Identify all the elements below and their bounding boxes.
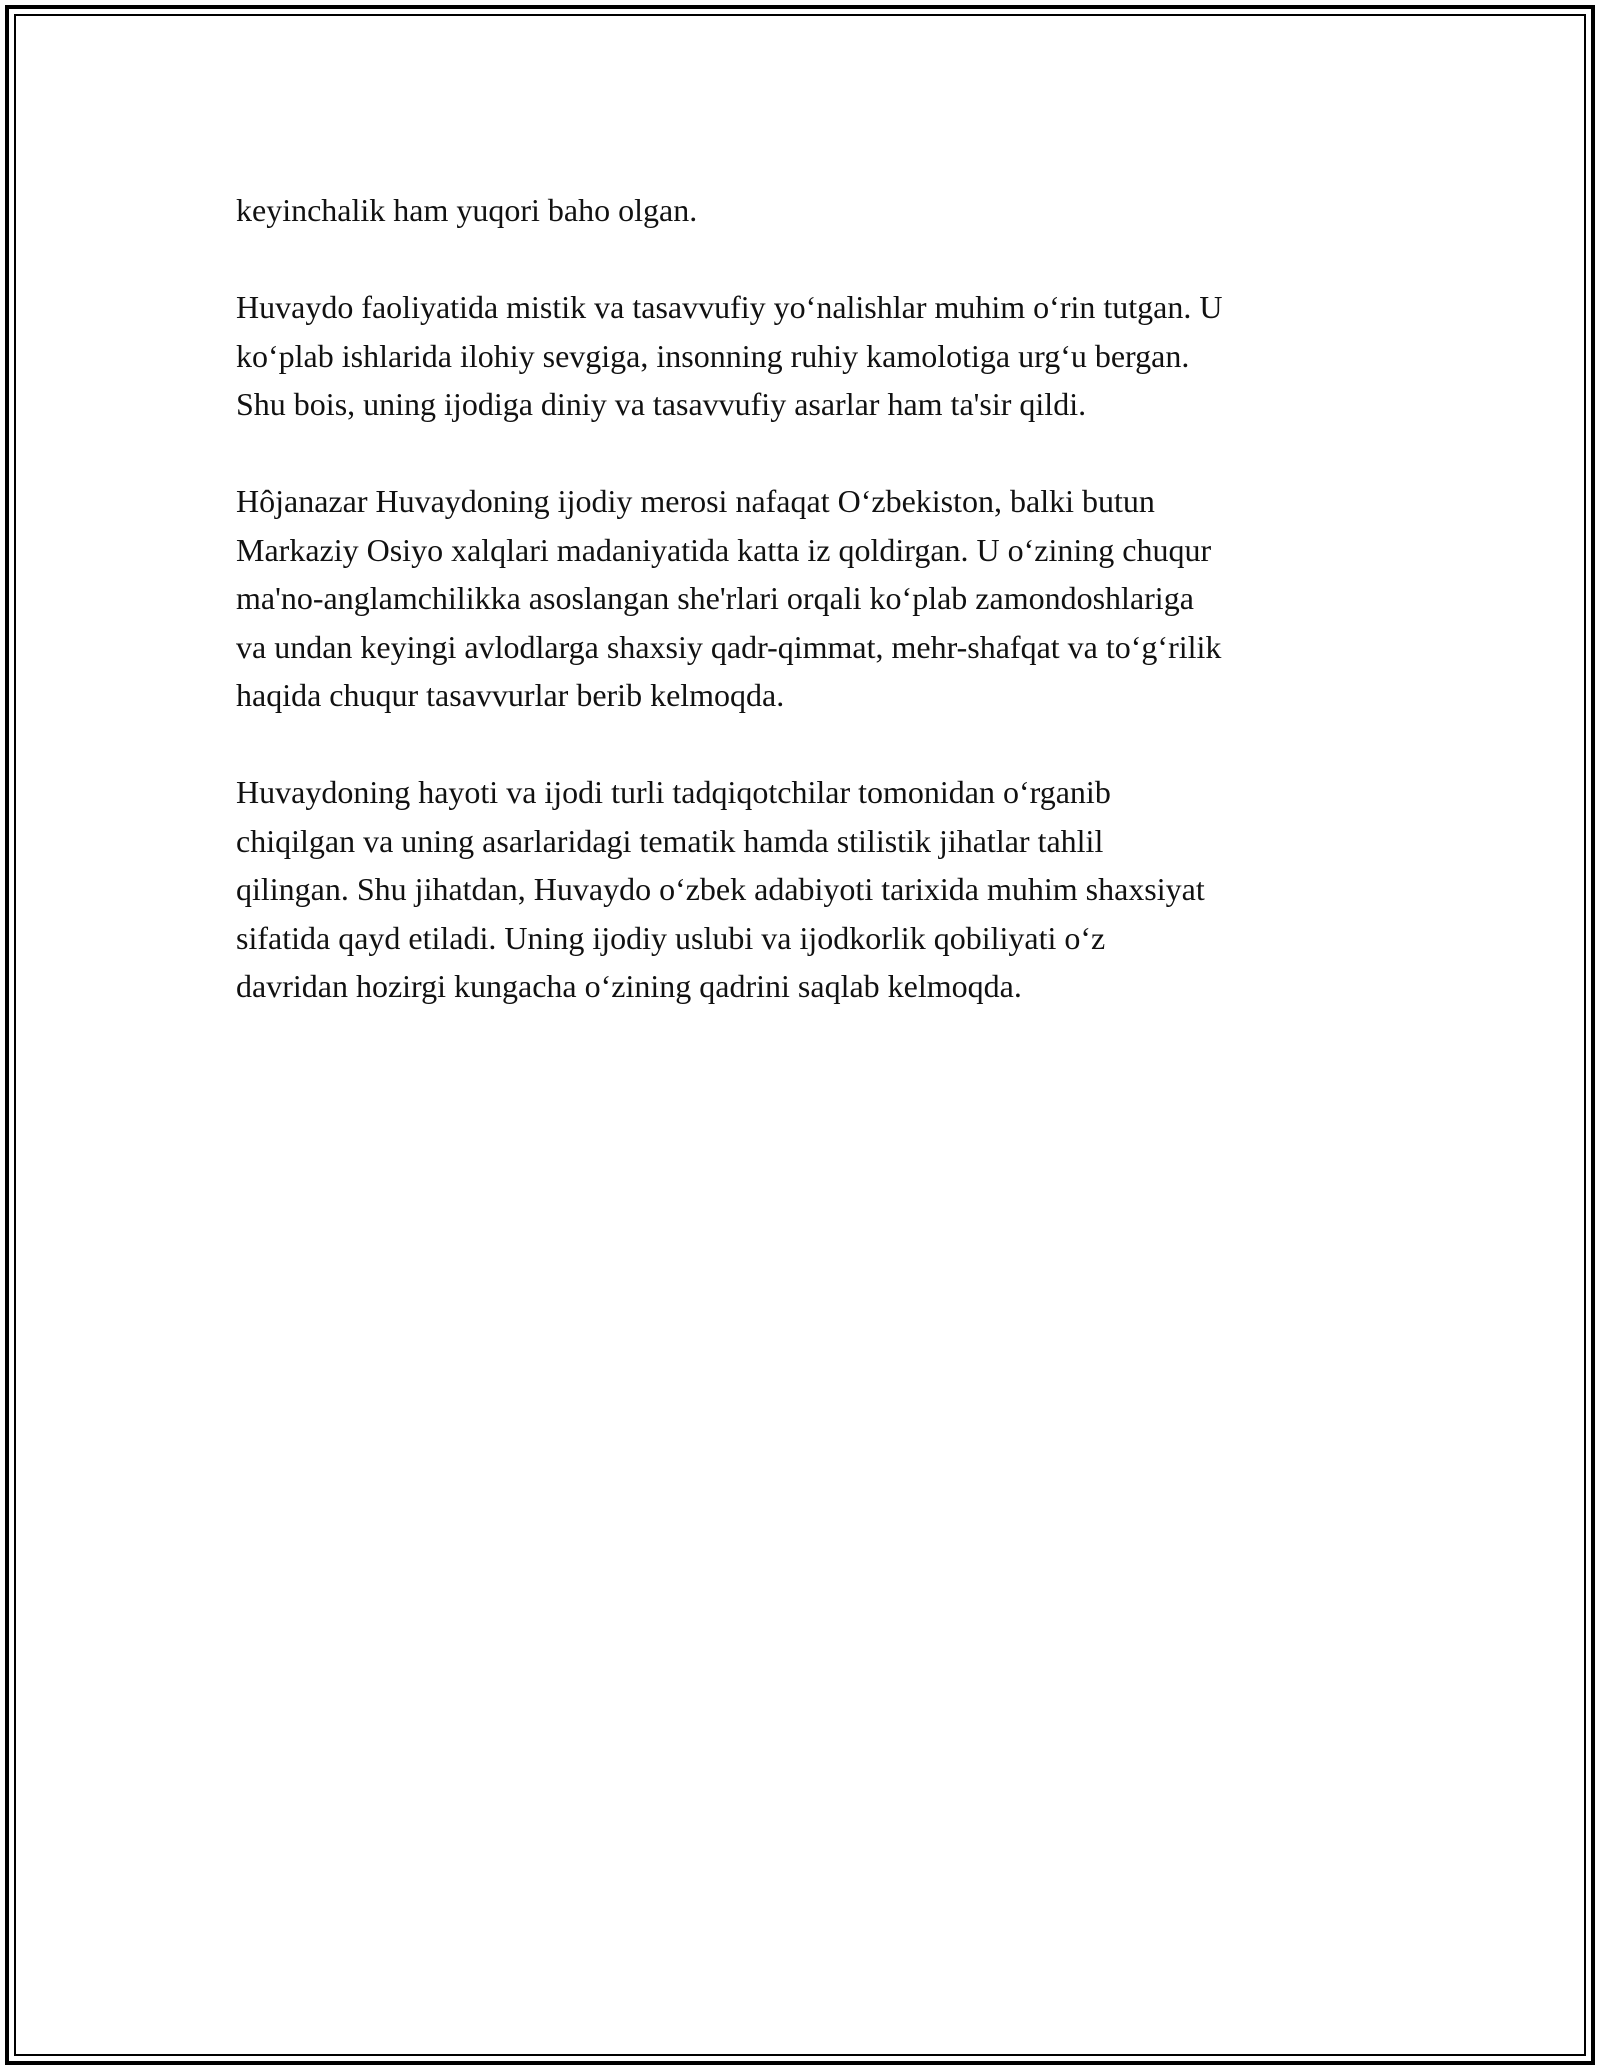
paragraph-3 <box>236 477 1396 720</box>
text-line: davridan hozirgi kungacha o‘zining qadrini saqlab kelmoqda. <box>236 968 1022 1004</box>
paragraph-1 <box>236 186 1396 235</box>
document-body <box>236 186 1396 1059</box>
text-line: Shu bois, uning ijodiga diniy va tasavvufiy asarlar ham ta'sir qildi. <box>236 386 1087 422</box>
text-line: Huvaydo faoliyatida mistik va tasavvufiy yo‘nalishlar muhim o‘rin tutgan. U <box>236 289 1223 325</box>
paragraph-2 <box>236 283 1396 429</box>
paragraph-4 <box>236 768 1396 1011</box>
text-line: haqida chuqur tasavvurlar berib kelmoqda. <box>236 677 785 713</box>
text-line: ma'no-anglamchilikka asoslangan she'rlari orqali ko‘plab zamondoshlariga <box>236 580 1194 616</box>
text-line: va undan keyingi avlodlarga shaxsiy qadr-qimmat, mehr-shafqat va to‘g‘rilik <box>236 628 1222 665</box>
text-line: Huvaydoning hayoti va ijodi turli tadqiqotchilar tomonidan o‘rganib <box>236 774 1111 810</box>
text-line: chiqilgan va uning asarlaridagi tematik hamda stilistik jihatlar tahlil <box>236 822 1104 859</box>
text-line: qilingan. Shu jihatdan, Huvaydo o‘zbek adabiyoti tarixida muhim shaxsiyat <box>236 871 1205 907</box>
text-line: sifatida qayd etiladi. Uning ijodiy uslubi va ijodkorlik qobiliyati o‘z <box>236 919 1106 956</box>
text-line: keyinchalik ham yuqori baho olgan. <box>236 192 698 228</box>
text-line: ko‘plab ishlarida ilohiy sevgiga, insonning ruhiy kamolotiga urg‘u bergan. <box>236 337 1190 374</box>
text-line: Hôjanazar Huvaydoning ijodiy merosi nafaqat O‘zbekiston, balki butun <box>236 483 1155 519</box>
text-line: Markaziy Osiyo xalqlari madaniyatida katta iz qoldirgan. U o‘zining chuqur <box>236 531 1212 568</box>
